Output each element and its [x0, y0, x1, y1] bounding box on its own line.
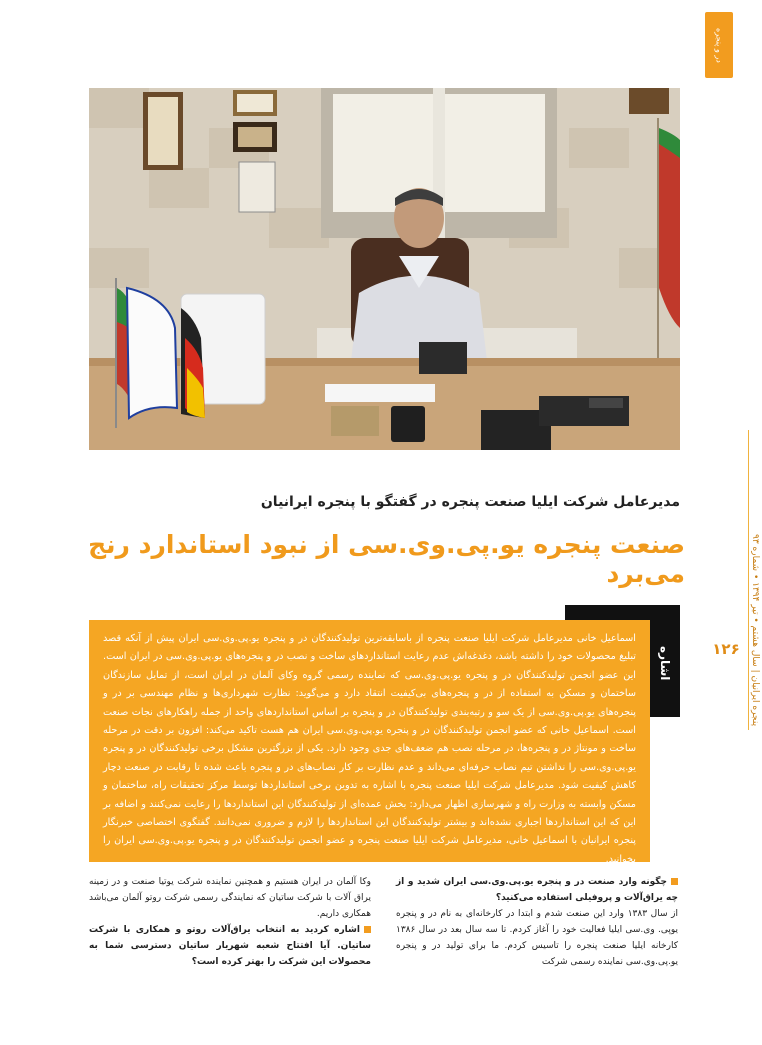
label-text: اشاره [658, 645, 672, 681]
body-column-left [89, 874, 371, 970]
question-block [89, 922, 371, 970]
summary-box [89, 620, 650, 865]
question-block [396, 874, 678, 906]
office-photo-illustration [89, 88, 680, 450]
bullet-square-icon [364, 926, 371, 933]
section-tab-label: در و پنجره [714, 27, 724, 63]
interview-question: چگونه وارد صنعت در و پنجره یو.پی.وی.سی ایران شدید و از چه یراق‌آلات و پروفیلی استفاده می‌کنید؟ [396, 877, 678, 903]
page-number: ۱۲۶ [712, 640, 740, 658]
section-tab [705, 12, 733, 78]
interview-answer-continued: وکا آلمان در ایران هستیم و همچنین نماینده شرکت یوتیا صنعت و در زمینه یراق آلات با شرکت ساتیان که نمایندگی رسمی شرکت روتو آلمان می‌باشد همکاری داریم. [89, 877, 371, 919]
publication-line: پنجره ایرانیان | سال هشتم • تیر ۱۳۹۴ • شماره ۹۳ [750, 533, 760, 726]
bullet-square-icon [671, 878, 678, 885]
interview-photo [89, 88, 680, 450]
interview-answer: از سال ۱۳۸۳ وارد این صنعت شدم و ابتدا در کارخانه‌ای به نام در و پنجره یوپی. وی.سی ایلیا فعالیت خود را آغاز کردم. تا سه سال بعد در سال ۱۳۸۶ کارخانه ایلیا صنعت پنجره را تاسیس کردم. ما برای تولید در و پنجره یو.پی.وی.سی نماینده رسمی شرکت [396, 909, 679, 967]
article-headline: صنعت پنجره یو.پی.وی.سی از نبود استاندارد رنج می‌برد [88, 530, 685, 588]
interview-question: اشاره کردید به انتخاب یراق‌آلات روتو و همکاری با شرکت ساتیان. آیا افتتاح شعبه شهریار ساتیان دسترسی شما به محصولات این شرکت را بهتر کرده است؟ [89, 925, 371, 967]
article-kicker: مدیرعامل شرکت ایلیا صنعت پنجره در گفتگو با پنجره ایرانیان [260, 494, 680, 510]
summary-text: اسماعیل خانی مدیرعامل شرکت ایلیا صنعت پنجره از باسابقه‌ترین تولیدکنندگان در و پنجره یو.پی.وی.سی ایران پیش از آنکه قصد تبلیغ محصولات خود را داشته باشد، دغدغه‌اش عدم رعایت استانداردهای ساخت و نصب در و پنجره‌های یو.پی.وی.سی در ایران است. این عضو انجمن تولیدکنندگان در و پنجره یو.پی.وی.سی که نماینده رسمی گروه وکای آلمان در ایران است، از تمایل سازندگان ساختمان و مسکن به استفاده از در و پنجره‌های بی‌کیفیت انتقاد دارد و می‌گوید: نظارت شهرداری‌ها و نظام مهندسی بر در و پنجره‌های یو.پی.وی.سی از یک سو و رتبه‌بندی تولیدکنندگان در و پنجره بر اساس استانداردهای واحد از جمله راهکارهای نجات صنعت است. اسماعیل خانی که عضو انجمن تولیدکنندگان در و پنجره یو.پی.وی.سی ایران هم هست تاکید می‌کند: افزون بر دقت در مرحله ساخت و مونتاژ در و پنجره‌ها، در مرحله نصب هم ضعف‌های جدی وجود دارد. یکی از بزرگترین مشکل برخی تولیدکنندگان در و پنجره یو.پی.وی.سی را نداشتن تیم نصاب حرفه‌ای می‌داند و عدم نظارت بر کار نصاب‌های در و پنجره باعث شده تا رقابت در صنعت دچار کاهش کیفیت شود. مدیرعامل شرکت ایلیا صنعت پنجره با اشاره به تدوین برخی استانداردها توسط مرکز تحقیقات راه، ساختمان و مسکن وابسته به وزارت راه و شهرسازی اظهار می‌دارد: بخش عمده‌ای از تولیدکنندگان این استانداردها را رعایت نمی‌کنند و اضافه بر این که این استانداردها اجباری نشده‌اند و بیشتر تولیدکنندگان این استانداردها را لازم و ضروری نمی‌دانند. گفتگوی اختصاصی خبرنگار پنجره ایرانیان با اسماعیل خانی، مدیرعامل شرکت ایلیا صنعت پنجره و عضو انجمن تولیدکنندگان در و پنجره یو.پی.وی.سی ایران را بخوانید. [103, 633, 636, 865]
body-column-right [396, 874, 678, 970]
